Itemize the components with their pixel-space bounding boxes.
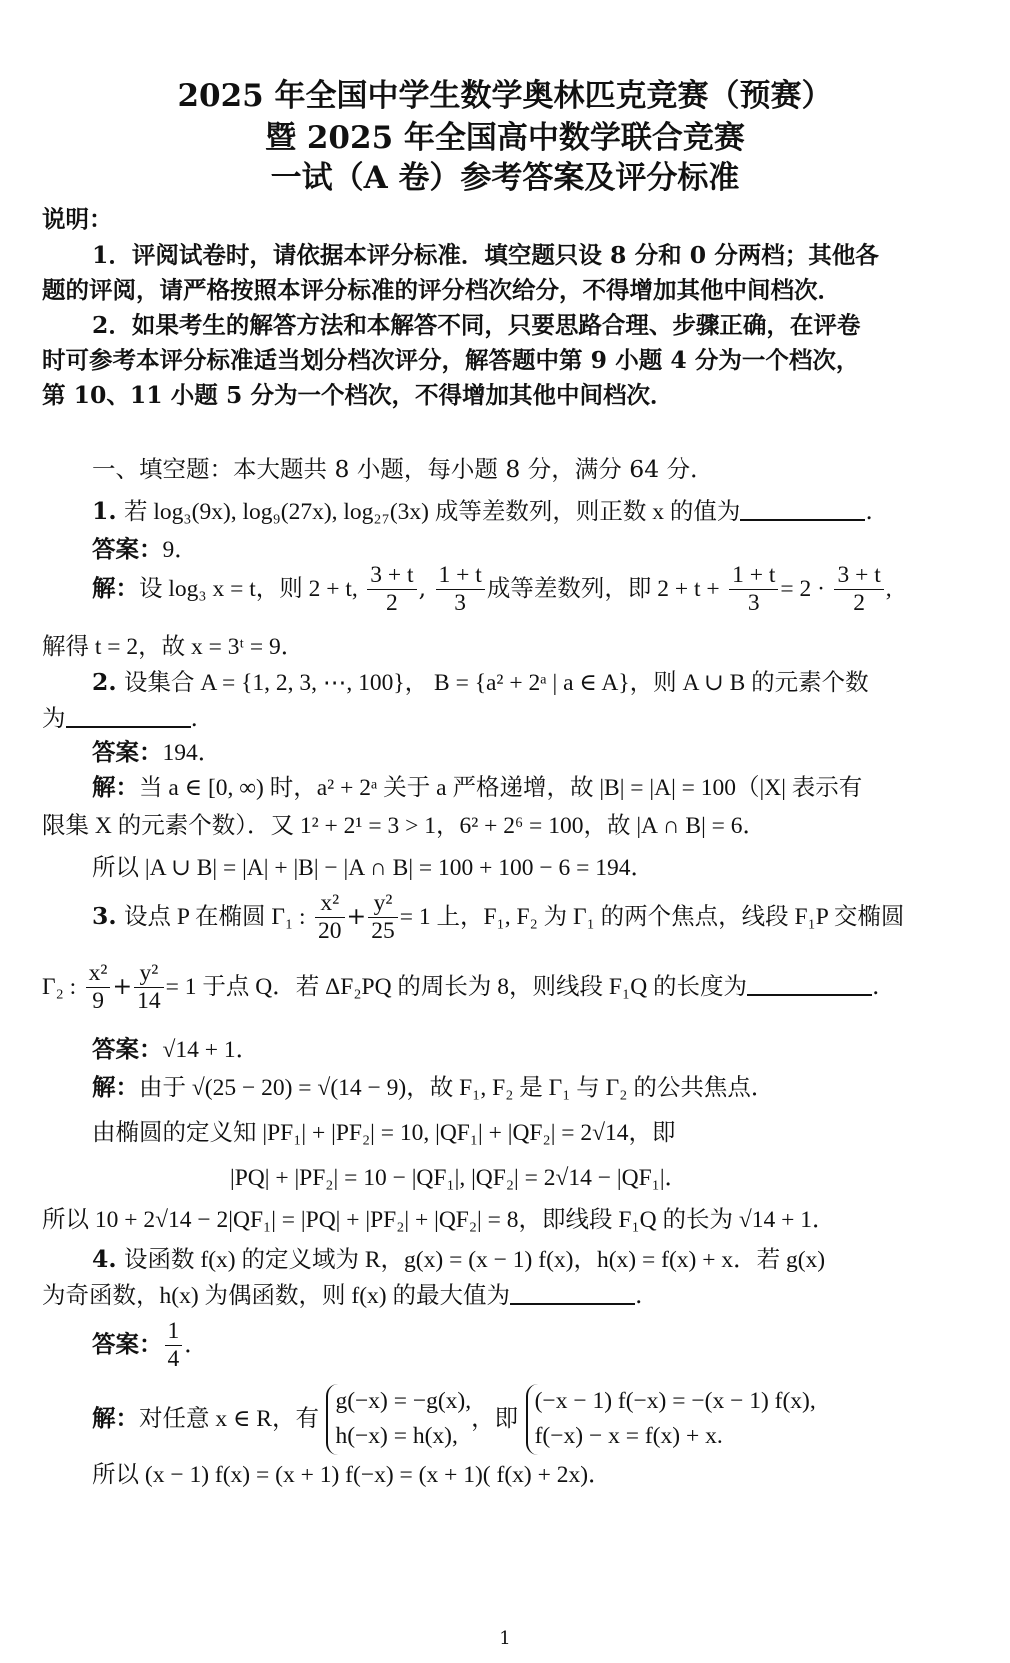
question-2-answer-value: 194．: [162, 740, 222, 766]
title-line-1: 2025 年全国中学生数学奥林匹克竞赛（预赛）: [177, 78, 833, 114]
question-4: [92, 1240, 1010, 1274]
numerator: 1: [165, 1318, 183, 1346]
question-3-solution-line-4: 所以 10 + 2√14 − 2|QF₁| = |PQ| + |PF₂| + |QF₂| = 8，即线段 F₁Q 的长为 √14 + 1．: [42, 1207, 836, 1233]
solution-label: 解：: [92, 574, 139, 603]
question-4-answer-fraction: [165, 1318, 183, 1373]
stem-text: 设点 P 在椭圆 Γ₁ :: [124, 904, 306, 931]
answer-blank: [510, 1283, 635, 1305]
numerator: x²: [315, 890, 345, 918]
equation: h(−x) = h(x),: [335, 1423, 458, 1450]
section-heading: 一、填空题：本大题共 8 小题，每小题 8 分，满分 64 分．: [92, 455, 714, 483]
solution-label: 解：: [92, 1073, 139, 1101]
title-line-2: 暨 2025 年全国高中数学联合竞赛: [265, 120, 745, 156]
numerator: 1 + t: [729, 562, 778, 590]
question-1-solution: 解：设 log₃ x = t，则 2 + t, $\frac{3 + t}{2}$ , $\frac{1 + t}{3}$ 成等差数列，即 2 + t + $\frac{1 + t}{3}$ = 2 · $\frac{3 + t}{2}$ ,: [92, 562, 892, 617]
question-2-solution: [92, 768, 1010, 802]
question-2-solution-line-2: 限集 X 的元素个数）．又 1² + 2¹ = 3 > 1，6² + 2⁶ = 100，故 |A ∩ B| = 6．: [42, 813, 767, 839]
question-1: 1. 若 log₃(9x), log₉(27x), log₂₇(3x) 成等差数列，则正数 x 的值为 .: [92, 497, 873, 525]
question-2-answer: [92, 733, 1010, 767]
denominator: 2: [853, 590, 865, 617]
denominator: 3: [747, 590, 760, 617]
fraction: [86, 960, 111, 1015]
question-1-answer: [92, 530, 1010, 564]
question-1-solution-line-2: 解得 t = 2，故 x = 3ᵗ = 9．: [42, 634, 305, 660]
solution-text: ，即: [471, 1405, 519, 1432]
solution-text: 当 a ∈ [0, ∞) 时，a² + 2ᵃ 关于 a 严格递增，故 |B| = |A| = 100（|X| 表示有: [139, 775, 863, 801]
solution-text: 由于 √(25 − 20) = √(14 − 9)，故 F₁, F₂ 是 Γ₁ 与 Γ₂ 的公共焦点．: [139, 1075, 775, 1101]
question-2-stem: 设集合 A = {1, 2, 3, ⋯, 100}， B = {a² + 2ᵃ | a ∈ A}，则 A ∪ B 的元素个数: [124, 670, 869, 696]
denominator: 3: [454, 590, 467, 617]
denominator: 2: [386, 590, 398, 617]
question-4-answer: [92, 1318, 1010, 1373]
fraction: [134, 960, 164, 1015]
stem-text: 设函数 f(x) 的定义域为 R，g(x) = (x − 1) f(x)，h(x) = f(x) + x．若 g(x): [124, 1247, 826, 1273]
answer-label: 答案：: [92, 738, 163, 766]
question-3-stem-b: Γ₂ : $\frac{\text{x²}}{9}$ + $\frac{\text{y²}}{14}$ = 1 于点 Q．若 ΔF₂PQ 的周长为 8，则线段 F₁Q 的长度为 .: [42, 960, 880, 1015]
equation-system: [526, 1384, 816, 1455]
fraction: [368, 890, 398, 945]
question-4-solution: [92, 1384, 1010, 1455]
question-4-stem-b: 为奇函数，h(x) 为偶函数，则 f(x) 的最大值为 .: [42, 1281, 643, 1309]
question-2-number: 2.: [92, 668, 117, 696]
stem-text: = 1 上，F₁, F₂ 为 Γ₁ 的两个焦点，线段 F₁P 交椭圆: [399, 904, 905, 931]
answer-label: 答案：: [92, 535, 163, 563]
stem-text: Γ₂ :: [42, 974, 77, 1001]
fraction: [729, 562, 778, 617]
solution-label: 解：: [92, 1403, 139, 1432]
answer-blank: [747, 974, 872, 996]
question-2: [92, 663, 1010, 697]
numerator: x²: [86, 960, 111, 988]
question-1-stem: 若 log₃(9x), log₉(27x), log₂₇(3x) 成等差数列，则正数 x 的值为: [124, 499, 741, 525]
numerator: 3 + t: [834, 562, 883, 590]
solution-text: 成等差数列，即 2 + t +: [486, 576, 720, 603]
title-line-3: 一试（A 卷）参考答案及评分标准: [270, 160, 740, 196]
note-1-line-b: 题的评阅，请严格按照本评分标准的评分档次给分，不得增加其他中间档次．: [42, 276, 841, 304]
question-1-number: 1.: [92, 497, 117, 525]
answer-end: ．: [184, 1330, 208, 1359]
fraction: [436, 562, 485, 617]
solution-label: 解：: [92, 773, 139, 801]
denominator: 4: [167, 1346, 180, 1373]
numerator: 3 + t: [367, 562, 416, 590]
stem-text: 为: [42, 704, 66, 732]
solution-text: ,: [885, 576, 892, 603]
question-3: 3. 设点 P 在椭圆 Γ₁ : $\frac{\text{x²}}{20}$ + $\frac{\text{y²}}{25}$ = 1 上，F₁, F₂ 为 Γ₁ 的两个焦点，线段 F₁P 交椭圆: [92, 890, 905, 945]
answer-label: 答案：: [92, 1330, 163, 1359]
equation: (−x − 1) f(−x) = −(x − 1) f(x),: [534, 1388, 816, 1414]
denominator: 25: [371, 918, 395, 945]
note-2-line-b: 时可参考本评分标准适当划分档次评分，解答题中第 9 小题 4 分为一个档次，: [42, 346, 860, 374]
numerator: 1 + t: [436, 562, 485, 590]
question-2-stem-b: 为 .: [42, 704, 198, 732]
equation: g(−x) = −g(x),: [335, 1388, 472, 1414]
equation-system: [326, 1384, 471, 1455]
note-2-line-a: 2．如果考生的解答方法和本解答不同，只要思路合理、步骤正确，在评卷: [92, 311, 861, 339]
notes-label: 说明：: [42, 205, 113, 233]
question-3-solution-line-2: 由椭圆的定义知 |PF₁| + |PF₂| = 10, |QF₁| + |QF₂| = 2√14，即: [92, 1120, 676, 1146]
stem-text: 为奇函数，h(x) 为偶函数，则 f(x) 的最大值为: [42, 1283, 511, 1309]
question-3-answer-value: √14 + 1．: [162, 1037, 260, 1063]
note-2-line-c: 第 10、11 小题 5 分为一个档次，不得增加其他中间档次．: [42, 381, 674, 409]
note-1-line-a: 1．评阅试卷时，请依据本评分标准．填空题只设 8 分和 0 分两档；其他各: [92, 241, 879, 269]
denominator: 9: [92, 988, 104, 1015]
question-4-number: 4.: [92, 1245, 117, 1273]
question-3-solution: [92, 1068, 1010, 1102]
question-3-answer: [92, 1030, 1010, 1064]
equation: f(−x) − x = f(x) + x.: [534, 1423, 723, 1450]
fraction: [315, 890, 345, 945]
numerator: y²: [134, 960, 164, 988]
answer-label: 答案：: [92, 1035, 163, 1063]
question-3-number: 3.: [92, 902, 117, 931]
numerator: y²: [368, 890, 398, 918]
solution-text: 对任意 x ∈ R，有: [139, 1405, 319, 1432]
fraction: [834, 562, 883, 617]
question-2-solution-line-3: 所以 |A ∪ B| = |A| + |B| − |A ∩ B| = 100 + 100 − 6 = 194．: [92, 855, 655, 881]
stem-text: = 1 于点 Q．若 ΔF₂PQ 的周长为 8，则线段 F₁Q 的长度为: [165, 974, 748, 1001]
question-1-answer-value: 9．: [162, 537, 198, 563]
answer-blank: [66, 706, 191, 728]
denominator: 20: [318, 918, 342, 945]
denominator: 14: [137, 988, 161, 1015]
question-4-solution-line-2: 所以 (x − 1) f(x) = (x + 1) f(−x) = (x + 1)( f(x) + 2x)．: [92, 1462, 612, 1488]
page-number: 1: [499, 1628, 511, 1649]
solution-text: = 2 ·: [780, 576, 825, 603]
answer-blank: [740, 499, 865, 521]
question-3-solution-line-3: |PQ| + |PF₂| = 10 − |QF₁|, |QF₂| = 2√14 − |QF₁|．: [230, 1165, 689, 1191]
solution-text: 设 log₃ x = t，则 2 + t,: [139, 576, 358, 603]
fraction: [367, 562, 416, 617]
